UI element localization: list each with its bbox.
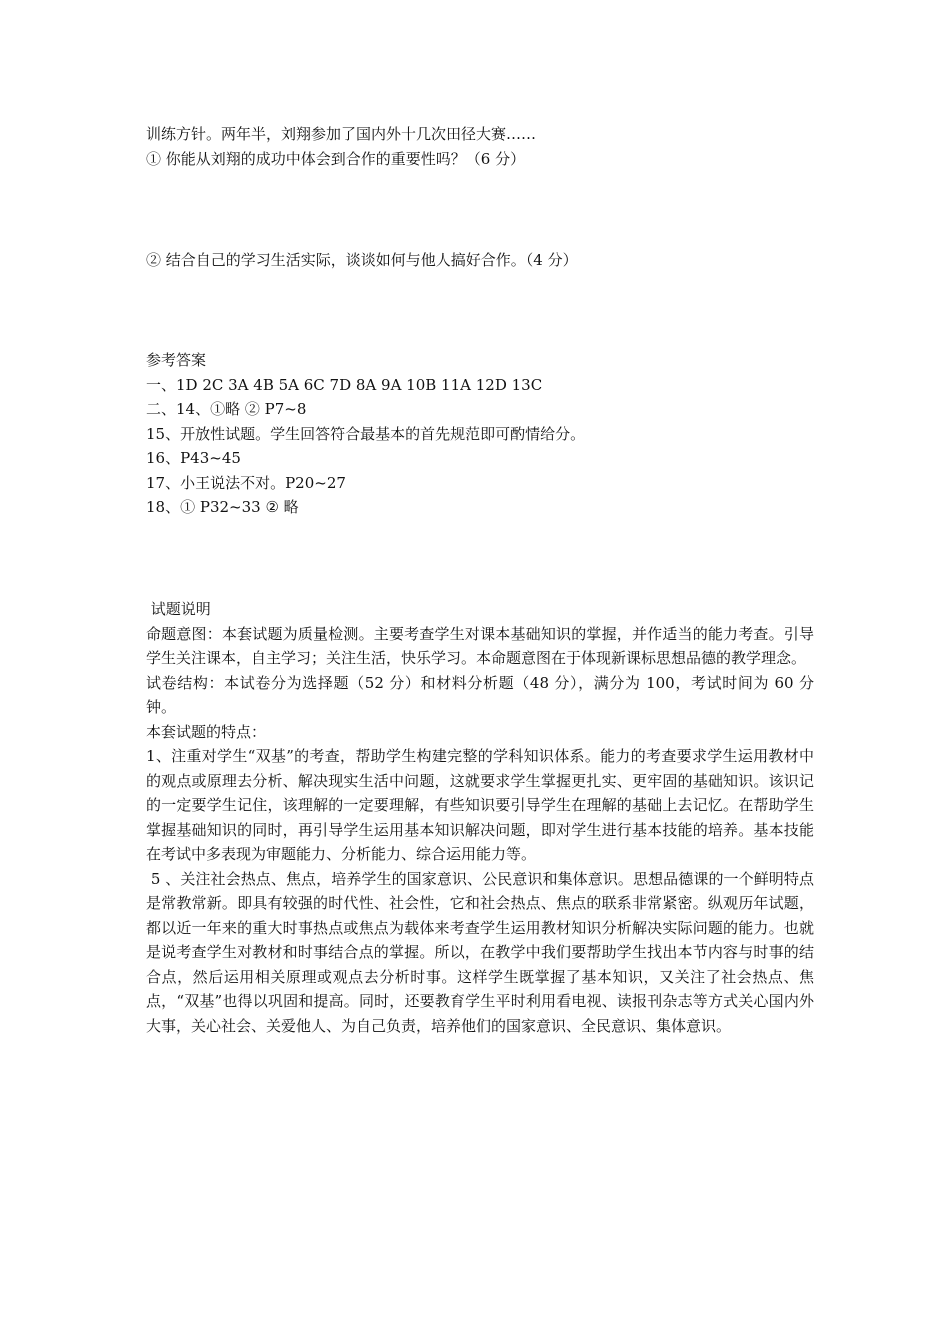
- intent-paragraph: 命题意图：本套试题为质量检测。主要考查学生对课本基础知识的掌握，并作适当的能力考查。引导学生关注课本，自主学习；关注生活，快乐学习。本命题意图在于体现新课标思想品德的教学理念。: [146, 624, 814, 667]
- answer-line-5: 17、小王说法不对。P20~27: [146, 473, 346, 492]
- answer-line-1: 一、1D 2C 3A 4B 5A 6C 7D 8A 9A 10B 11A 12D 13C: [146, 375, 543, 394]
- answer-line-3: 15、开放性试题。学生回答符合最基本的首先规范即可酌情给分。: [146, 424, 586, 443]
- structure-paragraph: 试卷结构：本试卷分为选择题（52 分）和材料分析题（48 分），满分为 100，考试时间为 60 分钟。: [146, 673, 814, 716]
- answer-key-title: 参考答案: [146, 351, 207, 369]
- feature-5-paragraph: 5 、关注社会热点、焦点，培养学生的国家意识、公民意识和集体意识。思想品德课的一个鲜明特点是常教常新。即具有较强的时代性、社会性，它和社会热点、焦点的联系非常紧密。纵观历年试题，都以近一年来的重大时事热点或焦点为载体来考查学生运用教材知识分析解决实际问题的能力。也就是说考查学生对教材和时事结合点的掌握。所以，在教学中我们要帮助学生找出本节内容与时事的结合点，然后运用相关原理或观点去分析时事。这样学生既掌握了基本知识，又关注了社会热点、焦点，“双基”也得以巩固和提高。同时，还要教育学生平时利用看电视、读报刊杂志等方式关心国内外大事，关心社会、关爱他人、为自己负责，培养他们的国家意识、全民意识、集体意识。: [146, 869, 814, 1035]
- text-line: 训练方针。两年半，刘翔参加了国内外十几次田径大赛……: [146, 125, 537, 143]
- features-title: 本套试题的特点：: [146, 722, 267, 741]
- exam-explanation: [146, 597, 814, 1038]
- question-2-block: [146, 248, 814, 273]
- question-2: ② 结合自己的学习生活实际，谈谈如何与他人搞好合作。（4 分）: [146, 251, 578, 269]
- explanation-title: 试题说明: [146, 600, 211, 618]
- answer-line-2: 二、14、①略 ② P7~8: [146, 400, 307, 418]
- answer-line-4: 16、P43~45: [146, 449, 241, 467]
- question-1: ① 你能从刘翔的成功中体会到合作的重要性吗？（6 分）: [146, 149, 526, 168]
- answer-key: [146, 348, 814, 520]
- feature-1-paragraph: 1、注重对学生“双基”的考查，帮助学生构建完整的学科知识体系。能力的考查要求学生运用教材中的观点或原理去分析、解决现实生活中问题，这就要求学生掌握更扎实、更牢固的基础知识。该识记的一定要学生记住，该理解的一定要理解，有些知识要引导学生在理解的基础上去记忆。在帮助学生掌握基础知识的同时，再引导学生运用基本知识解决问题，即对学生进行基本技能的培养。基本技能在考试中多表现为审题能力、分析能力、综合运用能力等。: [146, 747, 814, 863]
- answer-line-6: 18、① P32~33 ② 略: [146, 498, 299, 516]
- question-intro: [146, 122, 814, 171]
